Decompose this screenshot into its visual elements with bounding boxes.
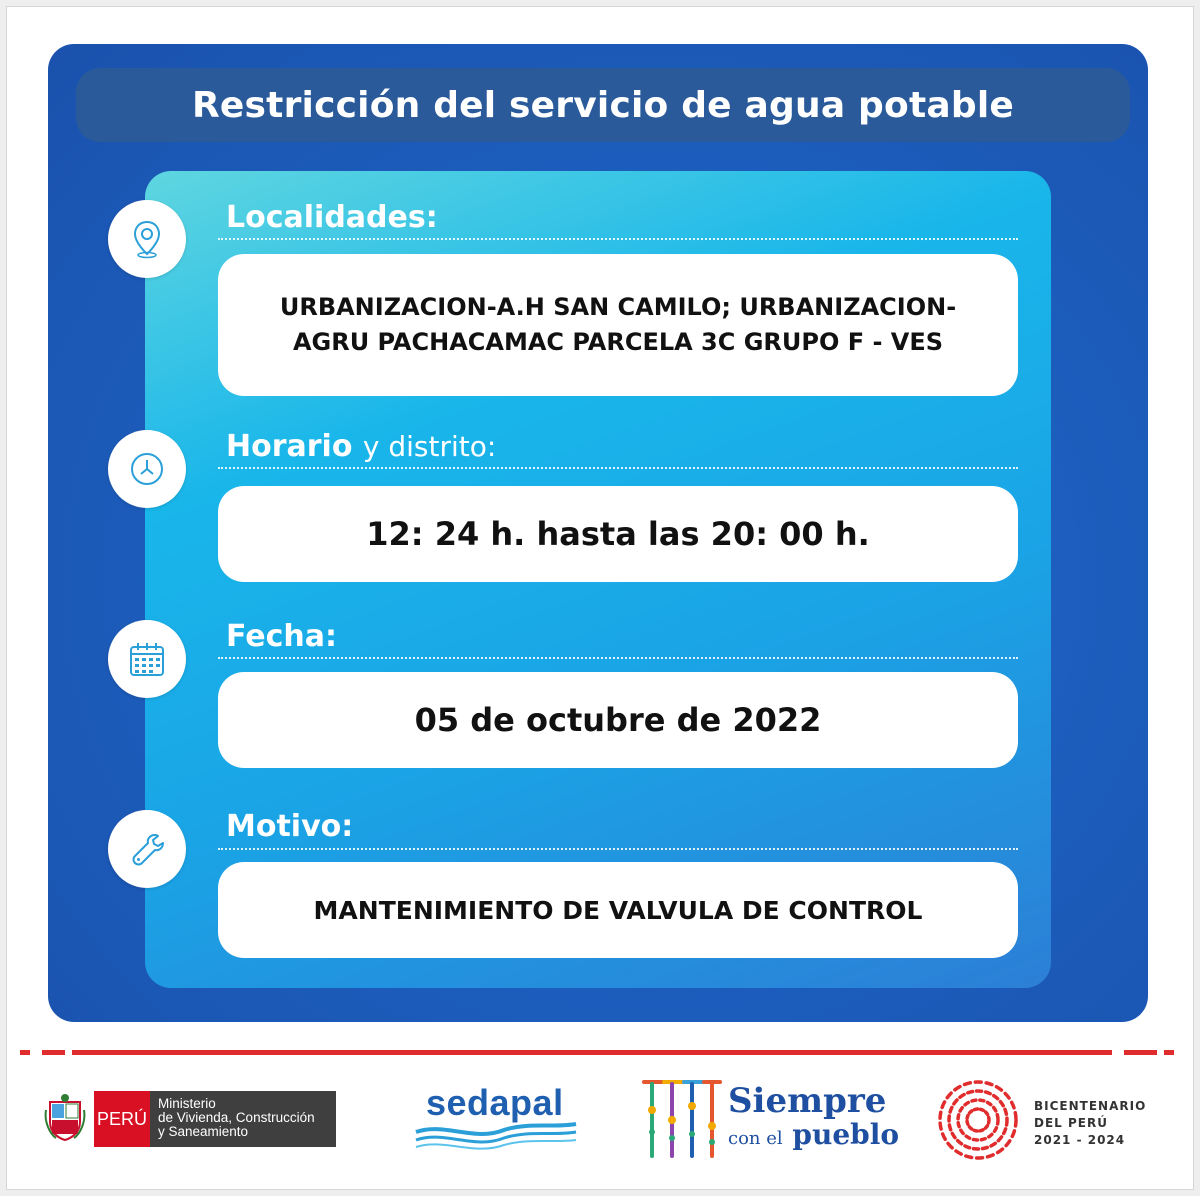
section-label-horario-extra: y distrito:: [362, 430, 497, 463]
value-box-localidades: [218, 254, 1018, 396]
location-pin-icon: [108, 200, 186, 278]
divider: [218, 657, 1018, 659]
divider: [218, 238, 1018, 240]
page-title: Restricción del servicio de agua potable: [192, 84, 1014, 126]
bicentenario-logo-text: BICENTENARIO DEL PERÚ 2021 - 2024: [1034, 1099, 1147, 1147]
localidades-line-1: URBANIZACION-A.H SAN CAMILO; URBANIZACION-: [279, 293, 957, 321]
peru-coat-of-arms-icon: [44, 1092, 86, 1146]
localidades-line-2: AGRU PACHACAMAC PARCELA 3C GRUPO F - VES: [292, 328, 944, 356]
clock-icon: [108, 430, 186, 508]
bicentenario-emblem-icon: [936, 1078, 1020, 1162]
peru-badge: PERÚ: [94, 1091, 150, 1147]
section-label-localidades: Localidades:: [226, 200, 438, 235]
section-label-fecha: Fecha:: [226, 619, 338, 654]
value-box-motivo: [218, 862, 1018, 958]
siempre-con-el-pueblo-logo: Siempre con el pueblo: [728, 1081, 900, 1151]
title-bar: [76, 68, 1130, 142]
red-separator-line: [20, 1050, 1174, 1055]
divider: [218, 848, 1018, 850]
ministry-logo: Ministerio de Vivienda, Construcción y Saneamiento: [150, 1091, 336, 1147]
sedapal-waves-icon: [414, 1120, 578, 1150]
section-label-horario: Horario y distrito:: [226, 429, 497, 464]
fecha-value: 05 de octubre de 2022: [414, 701, 822, 739]
divider: [218, 467, 1018, 469]
sedapal-logo-text: sedapal: [426, 1082, 564, 1123]
horario-value: 12: 24 h. hasta las 20: 00 h.: [366, 515, 870, 553]
value-box-fecha: [218, 672, 1018, 768]
siempre-con-el-pueblo-emblem-icon: [640, 1076, 724, 1162]
section-label-motivo: Motivo:: [226, 809, 354, 844]
motivo-value: MANTENIMIENTO DE VALVULA DE CONTROL: [313, 895, 923, 925]
calendar-icon: [108, 620, 186, 698]
value-box-horario: [218, 486, 1018, 582]
wrench-icon: [108, 810, 186, 888]
